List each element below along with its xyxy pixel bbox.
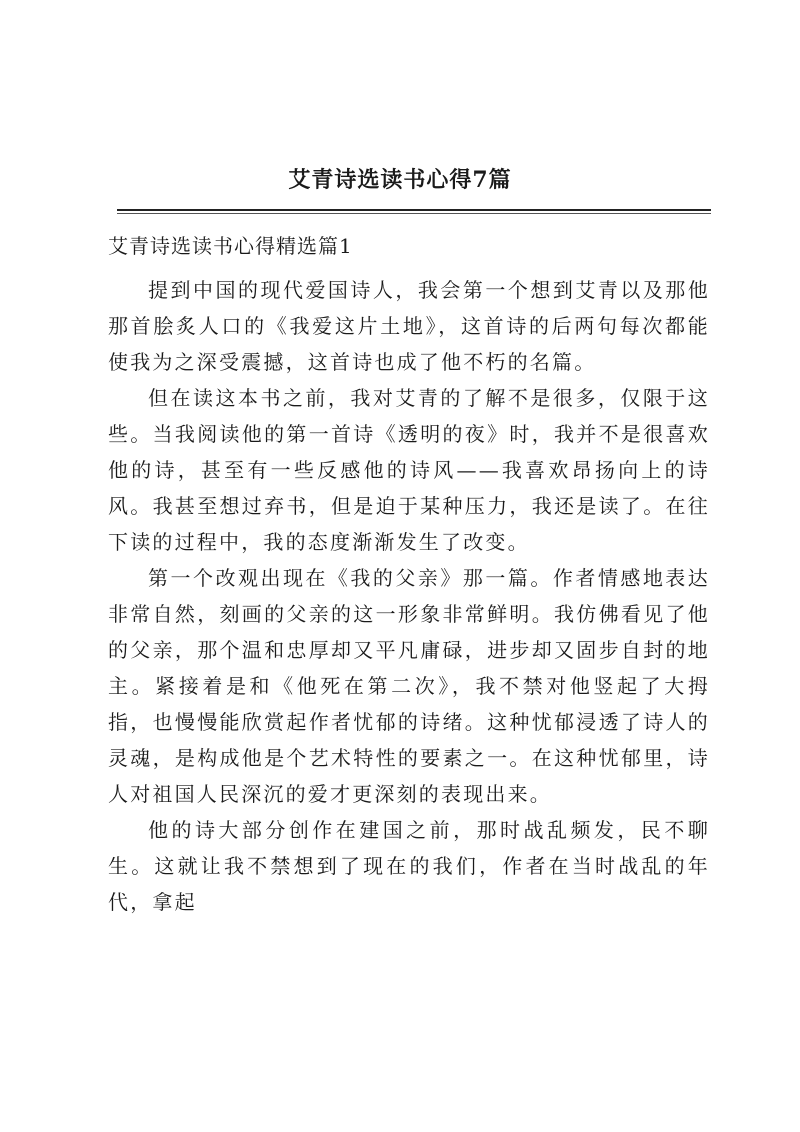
paragraph: 第一个改观出现在《我的父亲》那一篇。作者情感地表达非常自然，刻画的父亲的这一形象非常鲜明。我仿佛看见了他的父亲，那个温和忠厚却又平凡庸碌，进步却又固步自封的地主。紧接着是和《他死在第二次》，我不禁对他竖起了大拇指，也慢慢能欣赏起作者忧郁的诗绪。这种忧郁浸透了诗人的灵魂，是构成他是个艺术特性的要素之一。在这种忧郁里，诗人对祖国人民深沉的爱才更深刻的表现出来。	[108, 566, 710, 806]
title-divider-thin-line	[117, 213, 711, 214]
section-heading: 艾青诗选读书心得精选篇1	[108, 234, 353, 258]
paragraph: 但在读这本书之前，我对艾青的了解不是很多，仅限于这些。当我阅读他的第一首诗《透明的夜》时，我并不是很喜欢他的诗，甚至有一些反感他的诗风——我喜欢昂扬向上的诗风。我甚至想过弃书，但是迫于某种压力，我还是读了。在往下读的过程中，我的态度渐渐发生了改变。	[108, 386, 710, 554]
title-divider	[117, 209, 711, 214]
paragraph: 他的诗大部分创作在建国之前，那时战乱频发，民不聊生。这就让我不禁想到了现在的我们，作者在当时战乱的年代，拿起	[108, 818, 710, 914]
document-title: 艾青诗选读书心得7篇	[288, 167, 512, 193]
document-body	[108, 272, 710, 920]
title-divider-thick-line	[117, 209, 711, 211]
paragraph: 提到中国的现代爱国诗人，我会第一个想到艾青以及那他那首脍炙人口的《我爱这片土地》，这首诗的后两句每次都能使我为之深受震撼，这首诗也成了他不朽的名篇。	[108, 278, 710, 374]
